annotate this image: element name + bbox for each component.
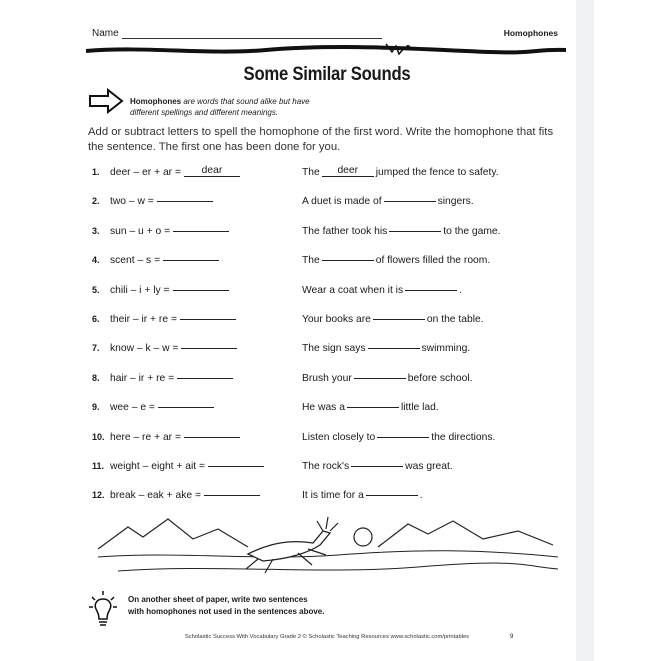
- item-number: 2.: [92, 196, 100, 207]
- exercise-row: [92, 487, 562, 507]
- exercise-row: [92, 399, 562, 419]
- sentence-start: The: [302, 255, 320, 267]
- answer-blank[interactable]: [157, 201, 213, 202]
- sentence-blank[interactable]: [405, 290, 457, 291]
- lightbulb-icon: [88, 589, 118, 629]
- tip-line2: with homophones not used in the sentences above.: [128, 607, 325, 616]
- sentence-end: on the table.: [426, 314, 484, 325]
- brush-stroke-divider: [86, 42, 566, 58]
- equation: [110, 432, 240, 443]
- equation-text: two – w =: [110, 196, 154, 208]
- answer-blank[interactable]: [204, 495, 260, 496]
- definition-term: Homophones: [130, 97, 182, 106]
- sentence: [302, 343, 470, 354]
- sentence-blank[interactable]: [354, 378, 406, 379]
- sentence-blank[interactable]: [366, 495, 418, 496]
- sentence-start: Your books are: [302, 314, 371, 325]
- definition: [130, 96, 310, 118]
- sentence-blank[interactable]: [368, 348, 420, 349]
- equation: [110, 402, 214, 413]
- sentence-end: singers.: [437, 196, 474, 208]
- page-number: 9: [510, 634, 514, 640]
- sentence-start: Listen closely to: [302, 431, 376, 443]
- sentence-blank[interactable]: [322, 260, 374, 261]
- exercise-row: [92, 370, 562, 390]
- answer-blank[interactable]: [163, 260, 219, 261]
- sentence-start: A duet is made of: [302, 196, 382, 208]
- equation-text: chili – i + ly =: [110, 284, 170, 296]
- equation-text: sun – u + o =: [110, 225, 171, 237]
- equation: [110, 343, 237, 354]
- header: [92, 24, 562, 44]
- sentence-blank[interactable]: [384, 201, 436, 202]
- sentence-start: The sign says: [302, 343, 366, 355]
- answer-blank[interactable]: [173, 290, 229, 291]
- sentence-start: Wear a coat when it is: [302, 284, 404, 296]
- item-number: 3.: [92, 225, 100, 236]
- worksheet-page: [78, 14, 576, 654]
- sentence-blank[interactable]: [373, 319, 425, 320]
- sentence-blank[interactable]: [377, 437, 429, 438]
- sentence: [302, 314, 484, 325]
- exercise-row: [92, 340, 562, 360]
- equation-text: wee – e =: [110, 402, 155, 414]
- sentence: [302, 490, 423, 501]
- right-margin-strip: [576, 0, 594, 661]
- definition-line2: different spellings and different meanings.: [130, 108, 279, 117]
- item-number: 6.: [92, 314, 100, 324]
- sentence-start: He was a: [302, 402, 345, 414]
- sentence: [302, 167, 499, 179]
- equation: [110, 461, 264, 472]
- exercise-row: [92, 252, 562, 272]
- instructions: Add or subtract letters to spell the homophone of the first word. Write the homophone that fits the sentence. The first one has been done for you.: [88, 126, 554, 153]
- equation: [110, 196, 213, 207]
- equation-text: here – re + ar =: [110, 431, 181, 443]
- exercise-row: [92, 193, 562, 213]
- sentence-end: to the game.: [443, 225, 501, 237]
- item-number: 1.: [92, 167, 100, 177]
- answer-blank[interactable]: [173, 231, 229, 232]
- sentence-start: It is time for a: [302, 490, 364, 502]
- answer-blank[interactable]: [177, 378, 233, 379]
- answer-blank[interactable]: dear: [184, 165, 240, 177]
- answer-blank[interactable]: [180, 319, 236, 320]
- sentence: [302, 402, 439, 413]
- equation: [110, 373, 233, 384]
- sentence-start: The father took his: [302, 225, 388, 237]
- sentence-end: little lad.: [400, 402, 439, 414]
- item-number: 8.: [92, 372, 100, 383]
- equation: [110, 167, 240, 179]
- sentence: [302, 196, 474, 207]
- equation-text: know – k – w =: [110, 343, 179, 355]
- equation-text: deer – er + ar =: [110, 167, 181, 178]
- footer-credit: Scholastic Success With Vocabulary Grade 2 © Scholastic Teaching Resources www.scholastic.com/printables: [184, 634, 470, 640]
- sentence-blank[interactable]: [351, 466, 403, 467]
- definition-line1: are words that sound alike but have: [181, 97, 310, 106]
- item-number: 9.: [92, 402, 100, 413]
- equation: [110, 490, 260, 501]
- sentence-blank[interactable]: [347, 407, 399, 408]
- page-title: Some Similar Sounds: [243, 64, 411, 85]
- arrow-icon: [88, 88, 124, 114]
- sentence-blank[interactable]: deer: [322, 165, 374, 177]
- sentence: [302, 432, 495, 443]
- topic-label: Homophones: [503, 28, 558, 38]
- name-label: Name: [92, 28, 119, 39]
- answer-blank[interactable]: [181, 348, 237, 349]
- equation-text: weight – eight + ait =: [110, 461, 206, 472]
- sentence: [302, 226, 501, 237]
- sentence-start: The rock's: [302, 461, 350, 472]
- sentence-end: jumped the fence to safety.: [375, 167, 499, 178]
- deer-landscape-illustration: [98, 509, 558, 579]
- exercise-row: [92, 282, 562, 302]
- equation-text: their – ir + re =: [110, 314, 177, 325]
- exercise-row: [92, 311, 562, 331]
- equation-text: scent – s =: [110, 255, 161, 267]
- equation: [110, 314, 236, 325]
- sentence: [302, 461, 453, 472]
- exercise-row: [92, 164, 562, 184]
- tip-line1: On another sheet of paper, write two sentences: [128, 595, 308, 604]
- tip-text: [128, 594, 324, 618]
- equation: [110, 255, 219, 266]
- item-number: 5.: [92, 284, 100, 295]
- sentence: [302, 373, 472, 384]
- item-number: 4.: [92, 255, 100, 266]
- equation-text: break – eak + ake =: [110, 490, 202, 502]
- sentence-end: swimming.: [421, 343, 471, 355]
- item-number: 12.: [92, 490, 105, 501]
- sentence-end: before school.: [407, 372, 473, 384]
- item-number: 7.: [92, 343, 100, 354]
- equation: [110, 226, 229, 237]
- item-number: 11.: [92, 461, 105, 471]
- sentence-start: The: [302, 167, 320, 178]
- equation-text: hair – ir + re =: [110, 372, 175, 384]
- sentence: [302, 255, 490, 266]
- sentence-blank[interactable]: [389, 231, 441, 232]
- sentence-start: Brush your: [302, 372, 352, 384]
- sentence-end: .: [459, 284, 462, 296]
- answer-blank[interactable]: [184, 437, 240, 438]
- item-number: 10.: [92, 431, 105, 442]
- exercise-row: [92, 429, 562, 449]
- exercise-row: [92, 458, 562, 478]
- answer-blank[interactable]: [208, 466, 264, 467]
- answer-blank[interactable]: [158, 407, 214, 408]
- name-line: [122, 38, 382, 39]
- sentence-end: was great.: [405, 461, 453, 472]
- sentence-end: the directions.: [431, 431, 496, 443]
- sentence: [302, 285, 462, 296]
- equation: [110, 285, 229, 296]
- sentence-end: .: [419, 490, 423, 502]
- exercise-row: [92, 223, 562, 243]
- sentence-end: of flowers filled the room.: [375, 255, 491, 267]
